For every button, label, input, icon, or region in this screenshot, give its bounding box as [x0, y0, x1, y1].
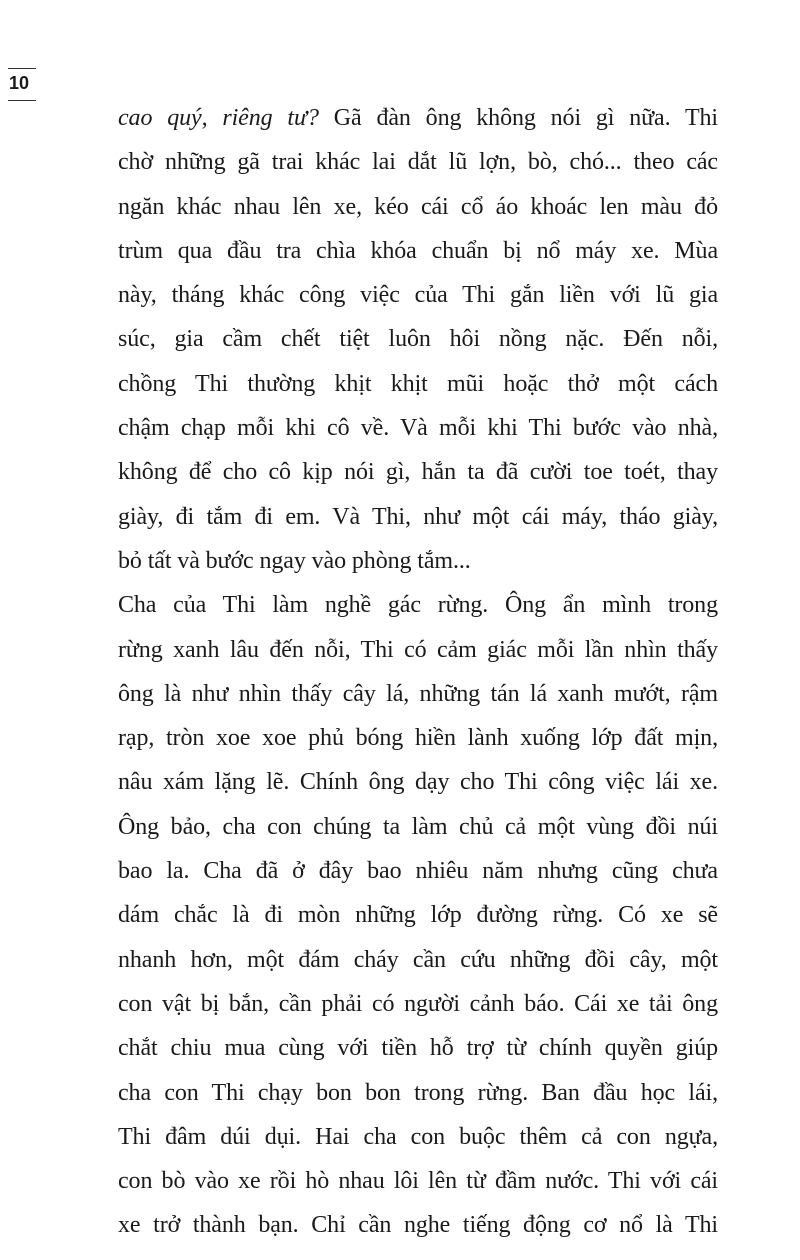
text-line: con bò vào xe rồi hò nhau lôi lên từ đầm nước. Thi với cái: [118, 1168, 718, 1195]
text-line: rạp, tròn xoe xoe phủ bóng hiền lành xuống lớp đất mịn,: [118, 725, 718, 752]
text-line: giày, đi tắm đi em. Và Thi, như một cái máy, tháo giày,: [118, 503, 718, 530]
text-line: con vật bị bắn, cần phải có người cảnh báo. Cái xe tải ông: [118, 990, 718, 1017]
text-line: ngăn khác nhau lên xe, kéo cái cổ áo khoác len màu đỏ: [118, 193, 718, 220]
text-line: trùm qua đầu tra chìa khóa chuẩn bị nổ máy xe. Mùa: [118, 237, 718, 264]
text-line: cha con Thi chạy bon bon trong rừng. Ban đầu học lái,: [118, 1079, 718, 1106]
text-line: dám chắc là đi mòn những lớp đường rừng. Có xe sẽ: [118, 902, 718, 929]
text-line: không để cho cô kịp nói gì, hắn ta đã cười toe toét, thay: [118, 459, 718, 486]
text-line: Ông bảo, cha con chúng ta làm chủ cả một vùng đồi núi: [118, 813, 718, 840]
text-line: súc, gia cầm chết tiệt luôn hôi nồng nặc. Đến nỗi,: [118, 326, 718, 353]
text-line: bao la. Cha đã ở đây bao nhiêu năm nhưng cũng chưa: [118, 858, 718, 885]
text-line: chồng Thi thường khịt khịt mũi hoặc thở một cách: [118, 370, 718, 397]
text-line: này, tháng khác công việc của Thi gắn liền với lũ gia: [118, 282, 718, 309]
text-line: chắt chiu mua cùng với tiền hỗ trợ từ chính quyền giúp: [118, 1035, 718, 1062]
page-number: 10: [9, 73, 30, 93]
body-text: [118, 96, 718, 1248]
page-number-rule-top: [8, 68, 36, 69]
italic-phrase: cao quý, riêng tư?: [118, 105, 319, 131]
text-line: xe trở thành bạn. Chỉ cần nghe tiếng động cơ nổ là Thi: [118, 1212, 718, 1239]
text-line: bỏ tất và bước ngay vào phòng tắm...: [118, 547, 471, 574]
text-line: [118, 96, 718, 140]
text-line: chờ những gã trai khác lai dắt lũ lợn, bò, chó... theo các: [118, 149, 718, 176]
line-text: Cha của Thi làm nghề gác rừng. Ông ẩn mình trong: [118, 592, 718, 619]
text-line: chậm chạp mỗi khi cô về. Và mỗi khi Thi bước vào nhà,: [118, 415, 718, 442]
text-line: Thi đâm dúi dụi. Hai cha con buộc thêm cả con ngựa,: [118, 1123, 718, 1150]
text-line: ông là như nhìn thấy cây lá, những tán lá xanh mướt, rậm: [118, 680, 718, 707]
text-line: nhanh hơn, một đám cháy cần cứu những đồi cây, một: [118, 946, 718, 973]
text-line: nâu xám lặng lẽ. Chính ông dạy cho Thi công việc lái xe.: [118, 769, 718, 796]
line-text: Gã đàn ông không nói gì nữa. Thi: [318, 105, 718, 131]
page-number-rule-bottom: [8, 100, 36, 101]
text-line-indented: [118, 583, 718, 627]
text-line: rừng xanh lâu đến nỗi, Thi có cảm giác mỗi lần nhìn thấy: [118, 636, 718, 663]
